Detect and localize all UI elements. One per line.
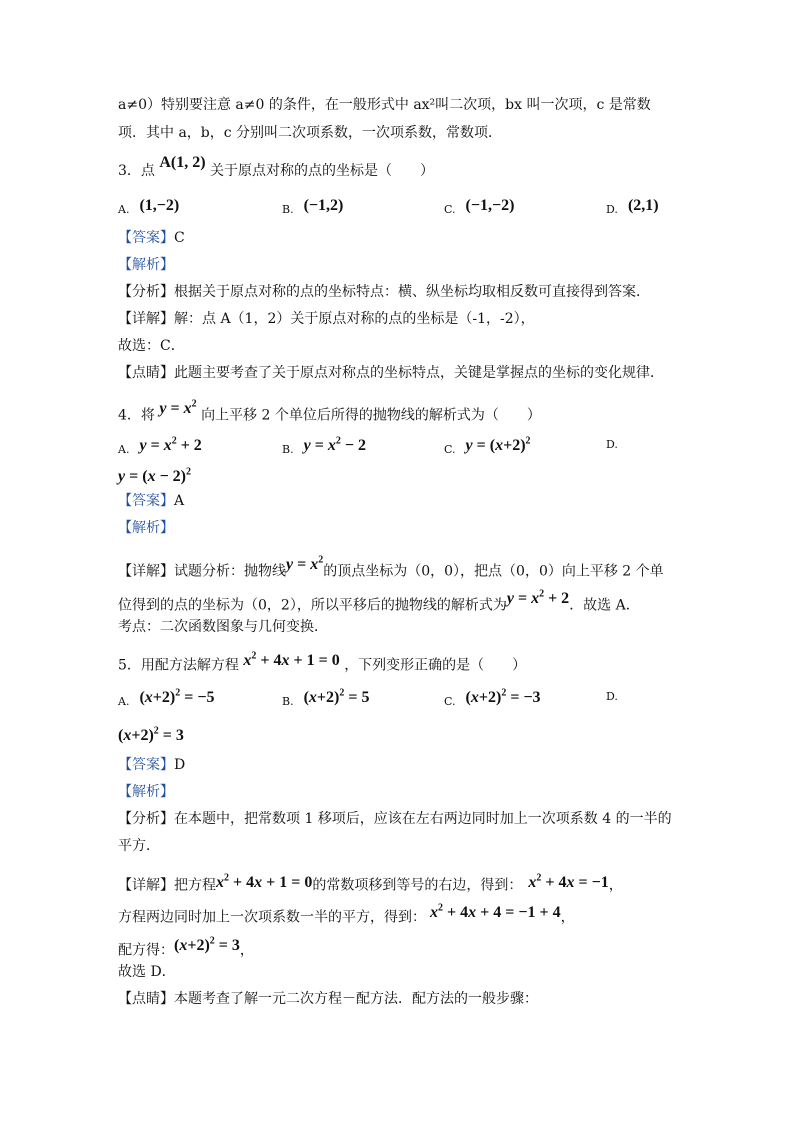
xiangjie-text-a: 试题分析：抛物线 <box>174 563 286 580</box>
xiangjie-text-b: 的常数项移到等号的右边，得到： <box>312 877 523 894</box>
result-expr: $y = x^2 + 2$ <box>506 589 570 608</box>
q5-stem <box>118 652 526 674</box>
q4-number: 4．将 <box>118 407 155 424</box>
q4-xiangjie-2 <box>118 589 640 614</box>
option-label: B. <box>282 695 294 709</box>
option-expr: (−1,−2) <box>465 197 515 214</box>
xiangjie-tag: 【详解】 <box>118 311 174 327</box>
answer-value: D <box>174 757 186 773</box>
option-label: C. <box>444 203 456 216</box>
q5-option-d-expr[interactable] <box>118 722 184 747</box>
fenxi-tag: 【分析】 <box>118 284 174 300</box>
option-label: C. <box>444 443 456 457</box>
xiangjie-text-d: ．故选 A． <box>569 597 640 614</box>
q3-option-b[interactable] <box>282 196 343 220</box>
option-expr: (2,1) <box>627 197 659 214</box>
q4-xiangjie <box>118 555 664 580</box>
option-label: C. <box>444 695 456 709</box>
option-label: D. <box>606 438 618 451</box>
fenxi-text: 在本题中，把常数项 1 移项后，应该在左右两边同时加上一次项系数 4 的一半的 <box>174 811 672 827</box>
xiangjie-tag: 【详解】 <box>118 877 174 894</box>
q5-answer <box>118 756 185 774</box>
intro-line-2: 项．其中 a，b，c 分别叫二次项系数，一次项系数，常数项． <box>118 125 503 141</box>
q4-option-c[interactable] <box>444 432 531 460</box>
q5-analysis-tag: 【解析】 <box>118 784 174 800</box>
option-expr: (−1,2) <box>303 197 344 214</box>
parabola-expr: $y = x^2$ <box>286 555 324 574</box>
step3-text: 配方得： <box>118 942 174 959</box>
equation-expr: $x^2 + 4x + 1 = 0$ <box>216 873 313 892</box>
option-rhs: −3 <box>523 689 541 707</box>
option-label: B. <box>282 203 294 216</box>
option-expr: $y = (x+2)^2$ <box>465 436 531 455</box>
option-label: A. <box>118 203 130 216</box>
option-expr: $(x+2)^2 = 5$ <box>303 688 370 707</box>
option-label: B. <box>282 443 294 457</box>
q3-number: 3．点 <box>118 163 155 179</box>
moved-expr: $x^2 + 4x = -1$ <box>528 873 609 892</box>
q3-point: A(1, 2) <box>159 154 206 171</box>
q5-choose: 故选 D． <box>118 964 176 980</box>
q5-fenxi <box>118 810 672 828</box>
step3-expr: $(x+2)^2 = 3$ <box>174 936 240 955</box>
q3-option-d[interactable] <box>606 196 659 220</box>
step2-expr: $x^2 + 4x + 4 = -1 + 4$ <box>430 903 561 922</box>
q5-option-c[interactable] <box>444 684 541 712</box>
q3-stem <box>118 154 435 180</box>
answer-tag: 【答案】 <box>118 757 174 773</box>
dianjing-tag: 【点睛】 <box>118 365 174 381</box>
q5-fenxi-2: 平方． <box>118 838 160 854</box>
q5-option-d[interactable] <box>606 684 628 707</box>
option-rhs: 3 <box>175 727 184 745</box>
q3-analysis-tag: 【解析】 <box>118 257 174 273</box>
q3-xiangjie <box>118 310 535 328</box>
fenxi-tag: 【分析】 <box>118 811 174 827</box>
option-rhs: 5 <box>361 689 370 707</box>
q5-step3: 配方得：$(x+2)^2 = 3$， <box>118 936 254 959</box>
q3-fenxi <box>118 283 650 301</box>
q4-stem-text: 向上平移 2 个单位后所得的抛物线的解析式为（ ） <box>201 407 541 424</box>
q5-dianjing <box>118 990 538 1008</box>
q4-option-d-expr[interactable] <box>118 463 191 488</box>
option-expr: $(x+2)^2 = -3$ <box>465 688 541 707</box>
intro-line-1: a≠0）特别要注意 a≠0 的条件，在一般形式中 ax²叫二次项，bx 叫一次项，c 是常数 <box>118 97 651 113</box>
answer-tag: 【答案】 <box>118 230 174 246</box>
q4-function: $y = x^2$ <box>159 399 197 418</box>
q4-answer <box>118 492 184 510</box>
option-label: A. <box>118 443 130 457</box>
option-rhs: −5 <box>197 689 215 707</box>
xiangjie-text-a: 把方程 <box>174 877 216 894</box>
q5-option-a[interactable] <box>118 684 214 712</box>
q4-analysis-tag: 【解析】 <box>118 520 174 536</box>
option-expr: $y = x^2 - 2$ <box>303 436 366 455</box>
q3-option-a[interactable] <box>118 196 179 220</box>
option-expr: $y = x^2 + 2$ <box>139 436 202 455</box>
xiangjie-text-b: 的顶点坐标为（0，0），把点（0，0）向上平移 2 个单 <box>323 563 664 580</box>
option-label: A. <box>118 695 130 709</box>
q4-option-a[interactable] <box>118 432 202 460</box>
q3-stem-text: 关于原点对称的点的坐标是（ ） <box>210 163 435 179</box>
step2-text: 方程两边同时加上一次项系数一半的平方，得到： <box>118 909 426 926</box>
answer-tag: 【答案】 <box>118 493 174 509</box>
xiangjie-text-c: 位得到的点的坐标为（0，2），所以平移后的抛物线的解析式为 <box>118 597 507 614</box>
option-expr: $(x+2)^2 = 3$ <box>118 726 184 745</box>
dianjing-text: 此题主要考查了关于原点对称点的坐标特点，关键是掌握点的坐标的变化规律． <box>174 365 664 381</box>
option-expr: $(x+2)^2 = -5$ <box>139 688 215 707</box>
fenxi-text: 根据关于原点对称的点的坐标特点：横、纵坐标均取相反数可直接得到答案． <box>174 284 650 300</box>
q5-number: 5．用配方法解方程 <box>118 657 239 674</box>
q3-answer <box>118 229 185 247</box>
q5-step2: 方程两边同时加上一次项系数一半的平方，得到： $x^2 + 4x + 4 = -1 + 4$， <box>118 903 575 926</box>
dianjing-text: 本题考查了解一元二次方程－配方法．配方法的一般步骤： <box>174 991 538 1007</box>
q5-equation: $x^2 + 4x + 1 = 0$ <box>243 651 340 670</box>
q3-option-c[interactable] <box>444 196 514 220</box>
dianjing-tag: 【点睛】 <box>118 991 174 1007</box>
q4-kaodian: 考点：二次函数图象与几何变换． <box>118 619 328 635</box>
q3-choose: 故选：C． <box>118 338 185 354</box>
answer-value: A <box>174 493 185 509</box>
option-label: D. <box>606 203 618 216</box>
q3-dianjing <box>118 364 664 382</box>
q5-option-b[interactable] <box>282 684 370 712</box>
q4-stem <box>118 399 541 424</box>
q4-option-b[interactable] <box>282 432 366 460</box>
answer-value: C <box>174 230 185 246</box>
xiangjie-text: 解：点 A（1，2）关于原点对称的点的坐标是（-1，-2）， <box>174 311 535 327</box>
q5-xiangjie: 【详解】把方程$x^2 + 4x + 1 = 0$的常数项移到等号的右边，得到： $x^2 + 4x = -1$， <box>118 873 623 894</box>
option-expr: $y = (x - 2)^2$ <box>118 467 192 486</box>
option-expr: (1,−2) <box>139 197 180 214</box>
q4-option-d[interactable] <box>606 432 628 455</box>
xiangjie-tag: 【详解】 <box>118 563 174 580</box>
q5-stem-text: ，下列变形正确的是（ ） <box>344 657 527 674</box>
option-label: D. <box>606 690 618 703</box>
